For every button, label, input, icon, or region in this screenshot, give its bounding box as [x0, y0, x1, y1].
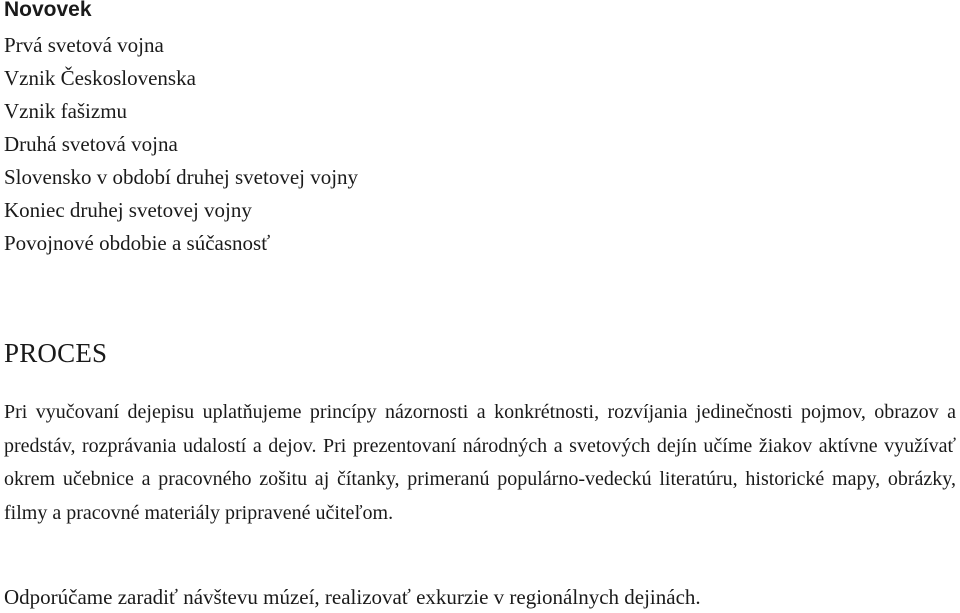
proces-paragraph: Pri vyučovaní dejepisu uplatňujeme princípy názornosti a konkrétnosti, rozvíjania jedinečnosti pojmov, obrazov a predstáv, rozprávania udalostí a dejov. Pri prezentovaní národných a svetových dejín učíme žiakov aktívne využívať okrem učebnice a pracovného zošitu aj čítanky, primeranú populárno-vedeckú literatúru, historické mapy, obrázky, filmy a pracovné materiály pripravené učiteľom.: [4, 401, 956, 525]
topic-item: Druhá svetová vojna: [4, 132, 178, 156]
topic-item: Vznik Československa: [4, 66, 196, 90]
topic-item: Prvá svetová vojna: [4, 33, 164, 57]
topic-item: Koniec druhej svetovej vojny: [4, 198, 252, 222]
proces-heading: PROCES: [4, 338, 108, 368]
topic-item: Slovensko v období druhej svetovej vojny: [4, 165, 359, 189]
novovek-heading: Novovek: [4, 0, 92, 21]
recommendation-text: Odporúčame zaradiť návštevu múzeí, realizovať exkurzie v regionálnych dejinách.: [4, 585, 701, 609]
topic-item: Vznik fašizmu: [4, 99, 128, 123]
topic-list: [4, 29, 358, 260]
topic-item: Povojnové obdobie a súčasnosť: [4, 231, 271, 255]
